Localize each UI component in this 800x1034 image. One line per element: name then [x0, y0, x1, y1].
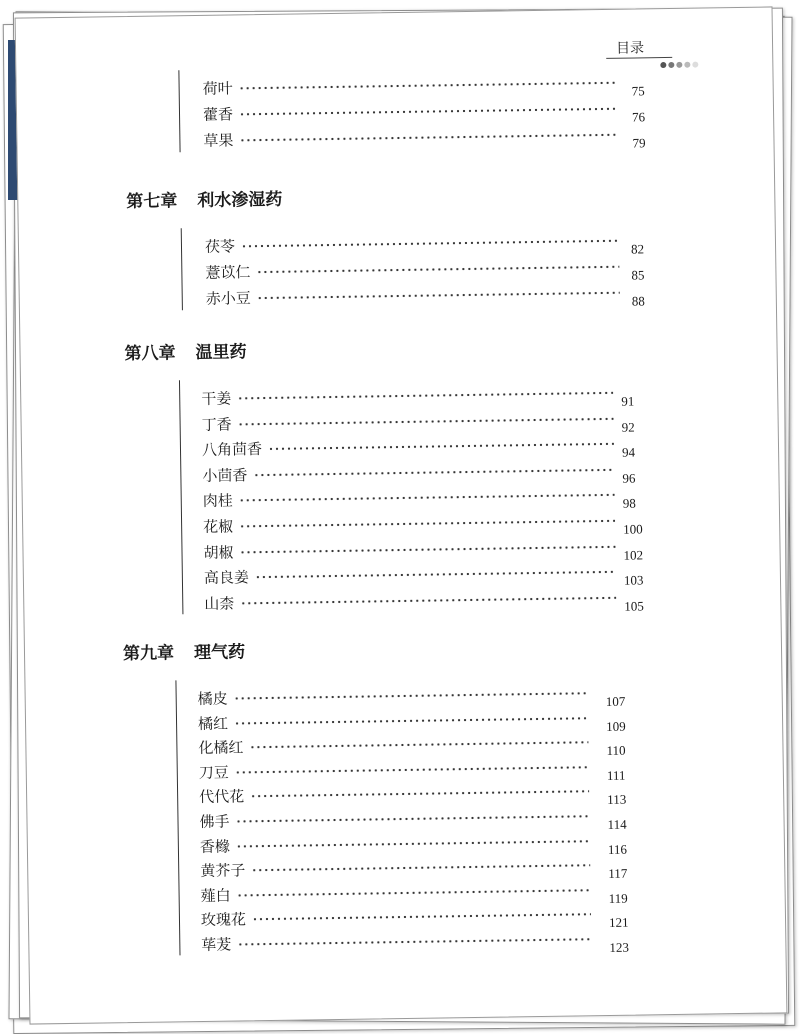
- toc-entry-page: 100: [623, 521, 643, 537]
- toc-entry-page: 107: [605, 693, 626, 709]
- dot-leader: [268, 442, 614, 451]
- toc-entry-name: 代代花: [199, 787, 245, 807]
- dot-leader: [234, 691, 588, 700]
- toc-entry-page: 85: [631, 267, 645, 283]
- toc-entry-page: 91: [621, 393, 635, 409]
- toc-entry-name: 薤白: [200, 886, 231, 905]
- toc-entry-page: 110: [606, 742, 626, 759]
- toc-entry-name: 荜茇: [201, 935, 232, 955]
- header-dot: [660, 62, 666, 68]
- toc-entry-name: 高良姜: [203, 568, 250, 588]
- dot-leader: [236, 839, 590, 848]
- toc-entry-name: 花椒: [203, 517, 234, 536]
- toc-entry-name: 橘红: [197, 714, 229, 733]
- dot-leader: [256, 265, 619, 274]
- toc-entry-name: 山柰: [204, 594, 235, 613]
- toc-entry-page: 75: [631, 83, 645, 99]
- toc-entry-name: 小茴香: [202, 466, 248, 485]
- toc-entry-page: 119: [608, 890, 628, 906]
- toc-entry-name: 肉桂: [202, 491, 233, 511]
- toc-entry-name: 香橼: [199, 837, 231, 856]
- chapter-heading: [123, 637, 245, 664]
- dot-leader: [239, 133, 617, 143]
- dot-leader: [257, 291, 620, 300]
- toc-entry-page: 79: [632, 135, 646, 151]
- chapter-number: 第九章: [122, 643, 175, 665]
- toc-entry-name: 佛手: [199, 812, 230, 832]
- section-bracket-line: [181, 228, 183, 310]
- dot-leader: [235, 765, 589, 774]
- toc-entry-name: 胡椒: [203, 543, 234, 562]
- dot-leader: [249, 740, 588, 749]
- chapter-heading: [126, 185, 282, 212]
- toc-entry-page: 123: [609, 939, 630, 955]
- chapter-number: 第八章: [124, 343, 176, 365]
- header-dot: [676, 62, 682, 68]
- toc-entry-page: 114: [607, 816, 627, 832]
- section-bracket-line: [178, 70, 180, 152]
- chapter-number: 第七章: [126, 191, 178, 213]
- toc-entry-page: 103: [623, 572, 644, 588]
- toc-entry-page: 113: [607, 792, 627, 808]
- dot-leader: [255, 570, 616, 579]
- header-dot: [684, 62, 690, 68]
- dot-leader: [239, 519, 615, 529]
- toc-entry-name: 赤小豆: [205, 289, 251, 308]
- header-dot: [692, 62, 698, 68]
- toc-entry-name: 橘皮: [197, 689, 228, 709]
- page-header-title: 目录: [615, 40, 645, 57]
- chapter-heading: [124, 337, 246, 364]
- toc-entry-name: 荷叶: [202, 79, 233, 98]
- header-dot: [668, 62, 674, 68]
- dot-leader: [239, 107, 617, 117]
- toc-entry-name: 薏苡仁: [205, 263, 251, 282]
- section-bracket-line: [179, 380, 183, 614]
- toc-entry-name: 草果: [203, 131, 234, 150]
- toc-entry-name: 干姜: [201, 389, 232, 408]
- toc-entry-page: 116: [607, 841, 628, 857]
- section-bracket-line: [175, 680, 180, 955]
- toc-entry-page: 109: [606, 718, 626, 734]
- toc-entry-page: 76: [632, 109, 646, 125]
- dot-leader: [237, 888, 591, 897]
- toc-entry-page: 94: [621, 444, 636, 460]
- toc-entry-page: 117: [608, 865, 628, 882]
- dot-leader: [251, 863, 590, 872]
- toc-entry-page: 121: [608, 915, 629, 931]
- toc-entry-page: 105: [624, 598, 644, 614]
- dot-leader: [234, 716, 588, 725]
- toc-entry-page: 111: [606, 767, 626, 783]
- toc-entry-name: 八角茴香: [201, 440, 263, 460]
- toc-entry-page: 92: [621, 419, 635, 435]
- toc-entry-name: 茯苓: [204, 237, 236, 256]
- toc-entry[interactable]: [203, 123, 672, 154]
- dot-leader: [235, 814, 589, 823]
- toc-entry-name: 玫瑰花: [200, 910, 247, 930]
- dot-leader: [239, 81, 617, 91]
- toc-entry[interactable]: [206, 281, 672, 312]
- chapter-title: 温里药: [195, 342, 247, 364]
- dot-leader: [239, 493, 615, 503]
- toc-entry-page: 98: [622, 495, 636, 512]
- dot-leader: [238, 416, 614, 426]
- toc-entry-name: 刀豆: [198, 763, 229, 782]
- toc-entry-page: 82: [630, 241, 645, 257]
- dot-leader: [239, 544, 615, 554]
- dot-leader: [252, 913, 591, 922]
- toc-entry-page: 96: [622, 470, 636, 486]
- toc-entry-page: 102: [623, 547, 644, 563]
- toc-entry-name: 化橘红: [198, 738, 244, 758]
- dot-leader: [237, 937, 591, 946]
- dot-leader: [241, 239, 619, 249]
- dot-leader: [253, 468, 614, 477]
- toc-entry-name: 丁香: [201, 415, 232, 434]
- toc-entry-name: 黄芥子: [200, 861, 246, 881]
- toc-entry-page: 88: [631, 293, 645, 309]
- chapter-title: 理气药: [193, 642, 246, 664]
- dot-leader: [240, 596, 616, 606]
- toc-entry-name: 藿香: [202, 105, 234, 124]
- dot-leader: [237, 391, 613, 401]
- header-dots: [660, 53, 700, 73]
- chapter-title: 利水渗湿药: [197, 189, 283, 211]
- toc-page: [15, 6, 788, 1024]
- toc-entry[interactable]: [204, 586, 664, 617]
- dot-leader: [250, 790, 589, 799]
